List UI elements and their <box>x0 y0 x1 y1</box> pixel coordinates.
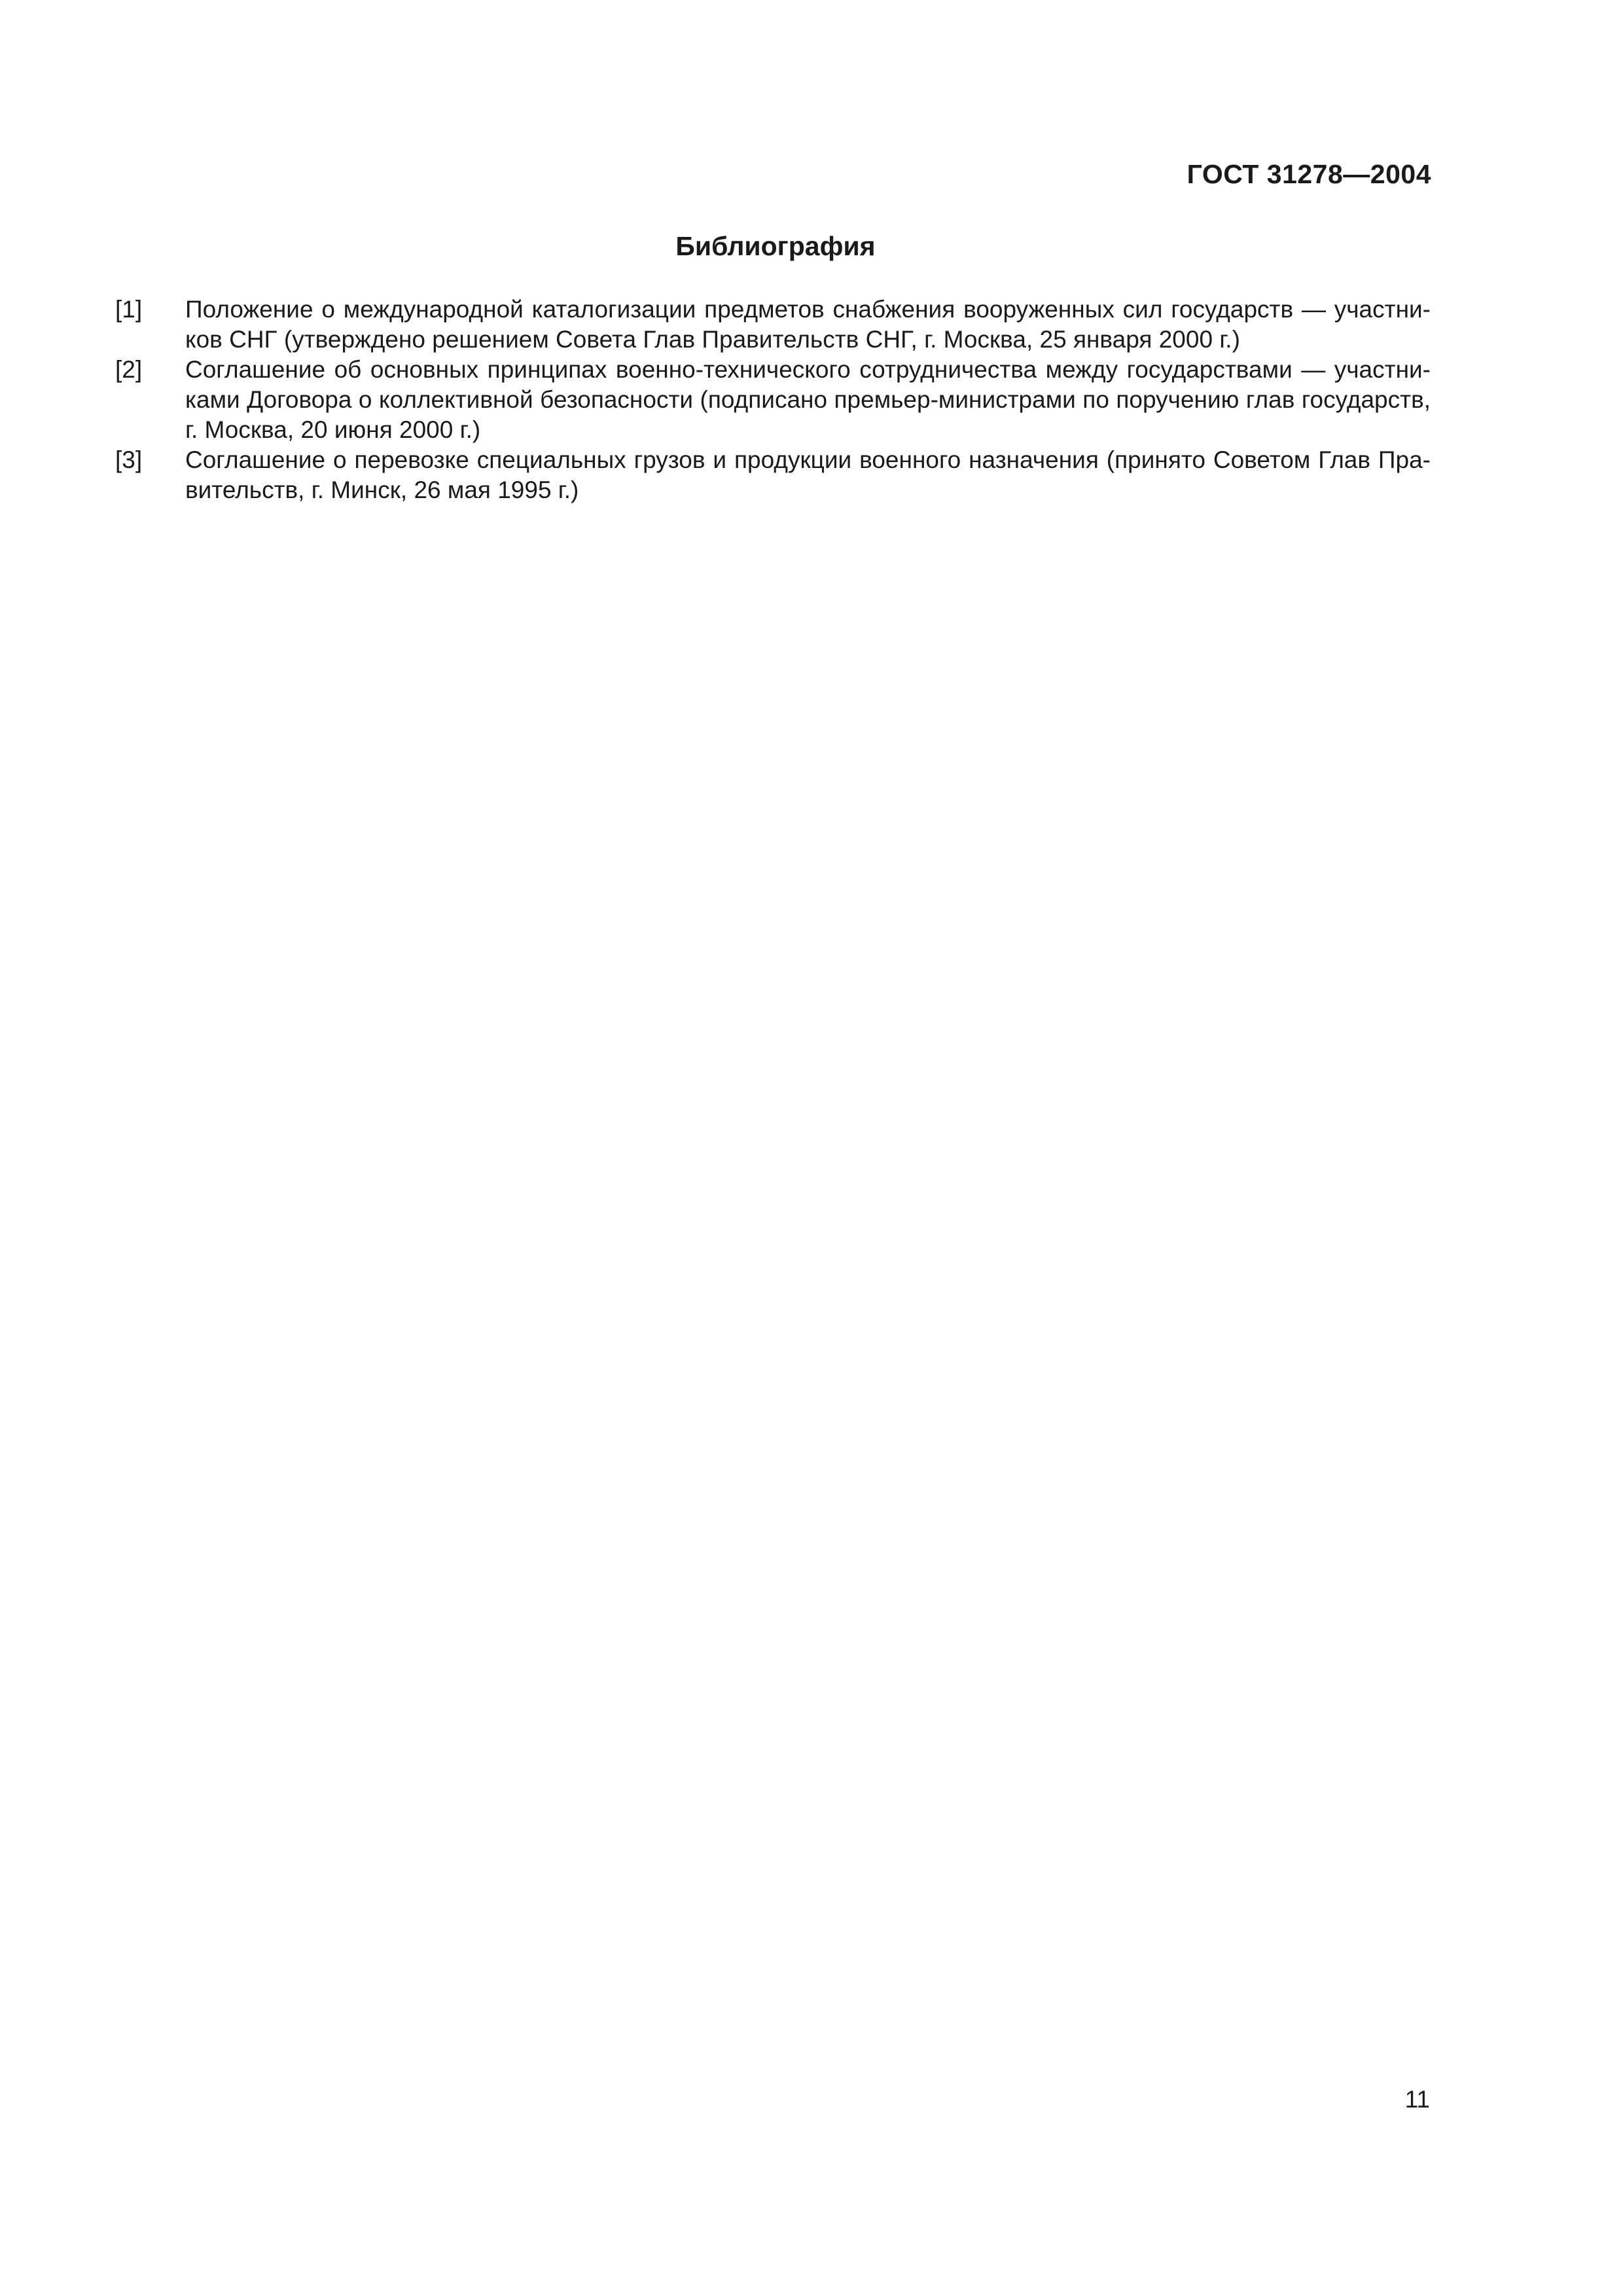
bibliography-title: Библиография <box>675 231 876 261</box>
bibliography-entry <box>115 445 1431 505</box>
bibliography-entry-line: Положение о международной каталогизации предметов снабжения вооруженных сил государств — участни- <box>185 296 1431 323</box>
bibliography-entry-line: ками Договора о коллективной безопасности (подписано премьер-министрами по поручению глав государств, <box>185 386 1431 413</box>
bibliography-entry-number: [3] <box>115 446 143 473</box>
bibliography-entry <box>115 295 1431 355</box>
bibliography-list <box>115 295 1431 505</box>
bibliography-entry <box>115 355 1431 445</box>
document-code: ГОСТ 31278—2004 <box>1186 159 1431 189</box>
bibliography-entry-line: ков СНГ (утверждено решением Совета Глав Правительств СНГ, г. Москва, 25 января 2000 г.) <box>185 326 1240 353</box>
page-number: 11 <box>1404 2086 1430 2113</box>
bibliography-entry-line: Соглашение о перевозке специальных грузов и продукции военного назначения (принято Советом Глав Пра- <box>185 446 1431 473</box>
bibliography-entry-line: Соглашение об основных принципах военно-технического сотрудничества между государствами — участни- <box>185 356 1431 383</box>
bibliography-entry-number: [2] <box>115 356 143 383</box>
bibliography-entry-number: [1] <box>115 296 143 323</box>
bibliography-entry-text <box>185 355 1431 445</box>
bibliography-entry-text <box>185 445 1431 505</box>
bibliography-entry-text <box>185 295 1431 355</box>
bibliography-entry-line: вительств, г. Минск, 26 мая 1995 г.) <box>185 476 579 503</box>
bibliography-entry-line: г. Москва, 20 июня 2000 г.) <box>185 416 481 443</box>
